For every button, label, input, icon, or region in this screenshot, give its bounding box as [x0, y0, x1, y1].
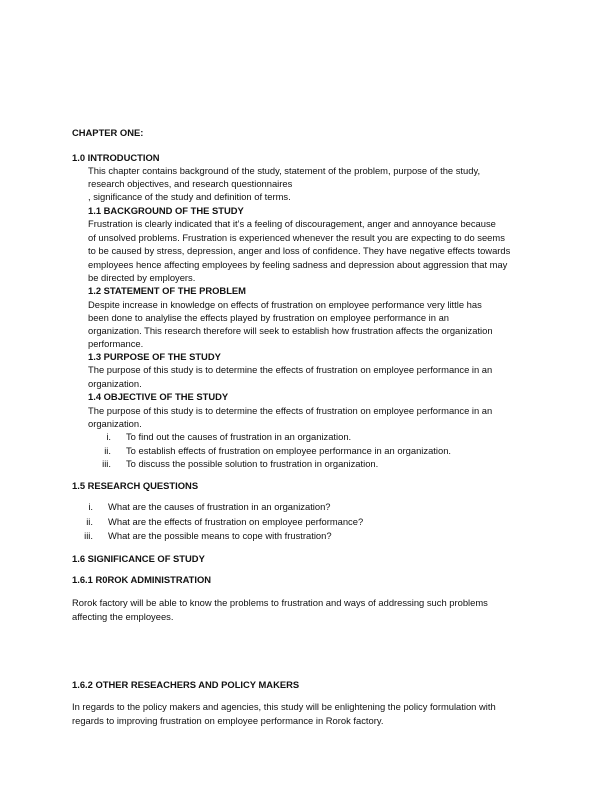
objective-item: To find out the causes of frustration in an organization. [126, 431, 352, 442]
paragraph-line: Frustration is clearly indicated that it’s a feeling of discouragement, anger and annoyance because [88, 218, 496, 229]
heading-background: 1.1 BACKGROUND OF THE STUDY [88, 205, 244, 216]
paragraph-line: affecting the employees. [72, 611, 174, 622]
heading-problem: 1.2 STATEMENT OF THE PROBLEM [88, 285, 246, 296]
question-item: What are the effects of frustration on employee performance? [108, 516, 364, 527]
heading-research-questions: 1.5 RESEARCH QUESTIONS [72, 480, 199, 491]
objective-item: To discuss the possible solution to frustration in organization. [126, 458, 379, 469]
paragraph-line: organization. This research therefore will seek to establish how frustration affects the organization [88, 325, 493, 336]
list-number: i. [88, 501, 93, 512]
question-item: What are the causes of frustration in an organization? [108, 501, 331, 512]
paragraph-line: to be caused by stress, depression, anger and loss of confidence. They have negative effects towards [88, 245, 511, 256]
objective-item: To establish effects of frustration on employee performance in an organization. [126, 445, 452, 456]
paragraph-line: The purpose of this study is to determine the effects of frustration on employee performance in an [88, 405, 493, 416]
paragraph-line: regards to improving frustration on employee performance in Rorok factory. [72, 715, 384, 726]
heading-objective: 1.4 OBJECTIVE OF THE STUDY [88, 391, 229, 402]
paragraph-line: organization. [88, 418, 142, 429]
heading-rorok: 1.6.1 R0ROK ADMINISTRATION [72, 574, 212, 585]
paragraph-line: This chapter contains background of the study, statement of the problem, purpose of the study, [88, 165, 481, 176]
paragraph-line: Rorok factory will be able to know the problems to frustration and ways of addressing such problems [72, 597, 488, 608]
heading-significance: 1.6 SIGNIFICANCE OF STUDY [72, 553, 205, 564]
paragraph-line: of unsolved problems. Frustration is experienced whenever the result you are expecting to do seems [88, 232, 505, 243]
paragraph-line: The purpose of this study is to determine the effects of frustration on employee performance in an [88, 364, 493, 375]
paragraph-line: organization. [88, 378, 142, 389]
list-number: iii. [102, 458, 111, 469]
paragraph-line: Despite increase in knowledge on effects of frustration on employee performance very little has [88, 299, 482, 310]
heading-purpose: 1.3 PURPOSE OF THE STUDY [88, 351, 221, 362]
paragraph-line: In regards to the policy makers and agencies, this study will be enlightening the policy formulation with [72, 701, 496, 712]
list-number: ii. [86, 516, 93, 527]
heading-other-researchers: 1.6.2 OTHER RESEACHERS AND POLICY MAKERS [72, 679, 300, 690]
list-number: ii. [104, 445, 111, 456]
heading-introduction: 1.0 INTRODUCTION [72, 152, 160, 163]
list-number: iii. [84, 530, 93, 541]
question-item: What are the possible means to cope with frustration? [108, 530, 332, 541]
paragraph-line: performance. [88, 338, 144, 349]
paragraph-line: employees hence affecting employees by feeling sadness and depression about aggression that may [88, 259, 508, 270]
chapter-title: CHAPTER ONE: [72, 127, 144, 138]
list-number: i. [106, 431, 111, 442]
paragraph-line: been done to analylise the effects played by frustration on employee performance in an [88, 312, 449, 323]
paragraph-line: research objectives, and research questionnaires [88, 178, 293, 189]
paragraph-line: , significance of the study and definition of terms. [88, 191, 291, 202]
paragraph-line: be directed by employers. [88, 272, 196, 283]
